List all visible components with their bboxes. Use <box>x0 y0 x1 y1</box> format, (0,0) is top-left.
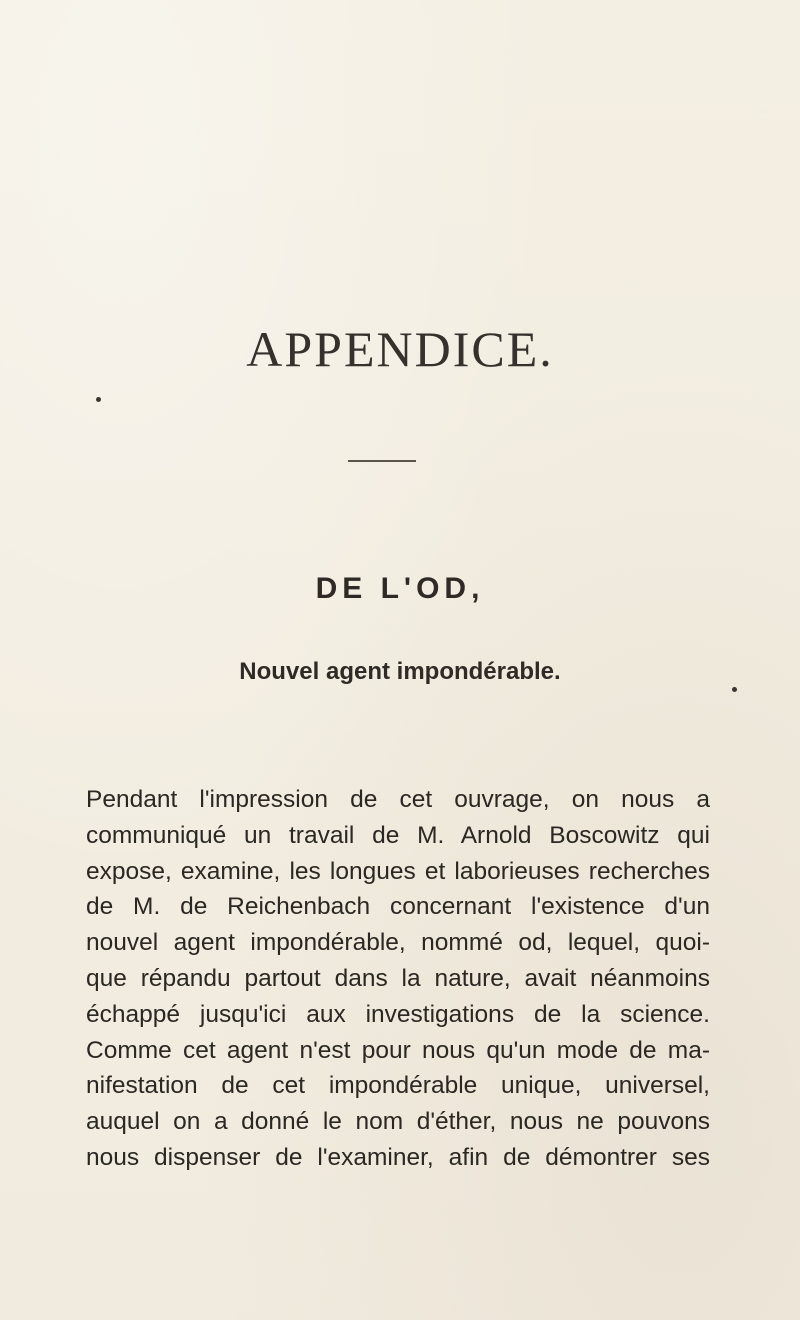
text-line: nous dispenser de l'examiner, afin de démontrer ses <box>86 1143 710 1171</box>
text-line: Pendant l'impression de cet ouvrage, on nous a <box>86 786 710 813</box>
text-line: Comme cet agent n'est pour nous qu'un mode de ma- <box>86 1036 710 1064</box>
text-line: que répandu partout dans la nature, avait néanmoins <box>86 964 710 992</box>
text-line: de M. de Reichenbach concernant l'existence d'un <box>86 893 710 921</box>
ink-speck <box>732 687 737 692</box>
text-line: auquel on a donné le nom d'éther, nous ne pouvons <box>86 1108 710 1136</box>
text-line: nouvel agent impondérable, nommé od, lequel, quoi- <box>86 929 710 957</box>
body-paragraph <box>86 782 710 1176</box>
ink-speck <box>96 397 101 402</box>
page-title: APPENDICE. <box>246 321 554 377</box>
text-line: nifestation de cet impondérable unique, universel, <box>86 1072 710 1100</box>
section-divider <box>348 460 416 462</box>
text-line: communiqué un travail de M. Arnold Boscowitz qui <box>86 821 710 849</box>
section-heading: DE L'OD, <box>315 572 485 605</box>
text-line: échappé jusqu'ici aux investigations de la science. <box>86 1000 710 1028</box>
text-line: expose, examine, les longues et laborieuses recherches <box>86 857 710 885</box>
subheading: Nouvel agent impondérable. <box>239 658 561 685</box>
